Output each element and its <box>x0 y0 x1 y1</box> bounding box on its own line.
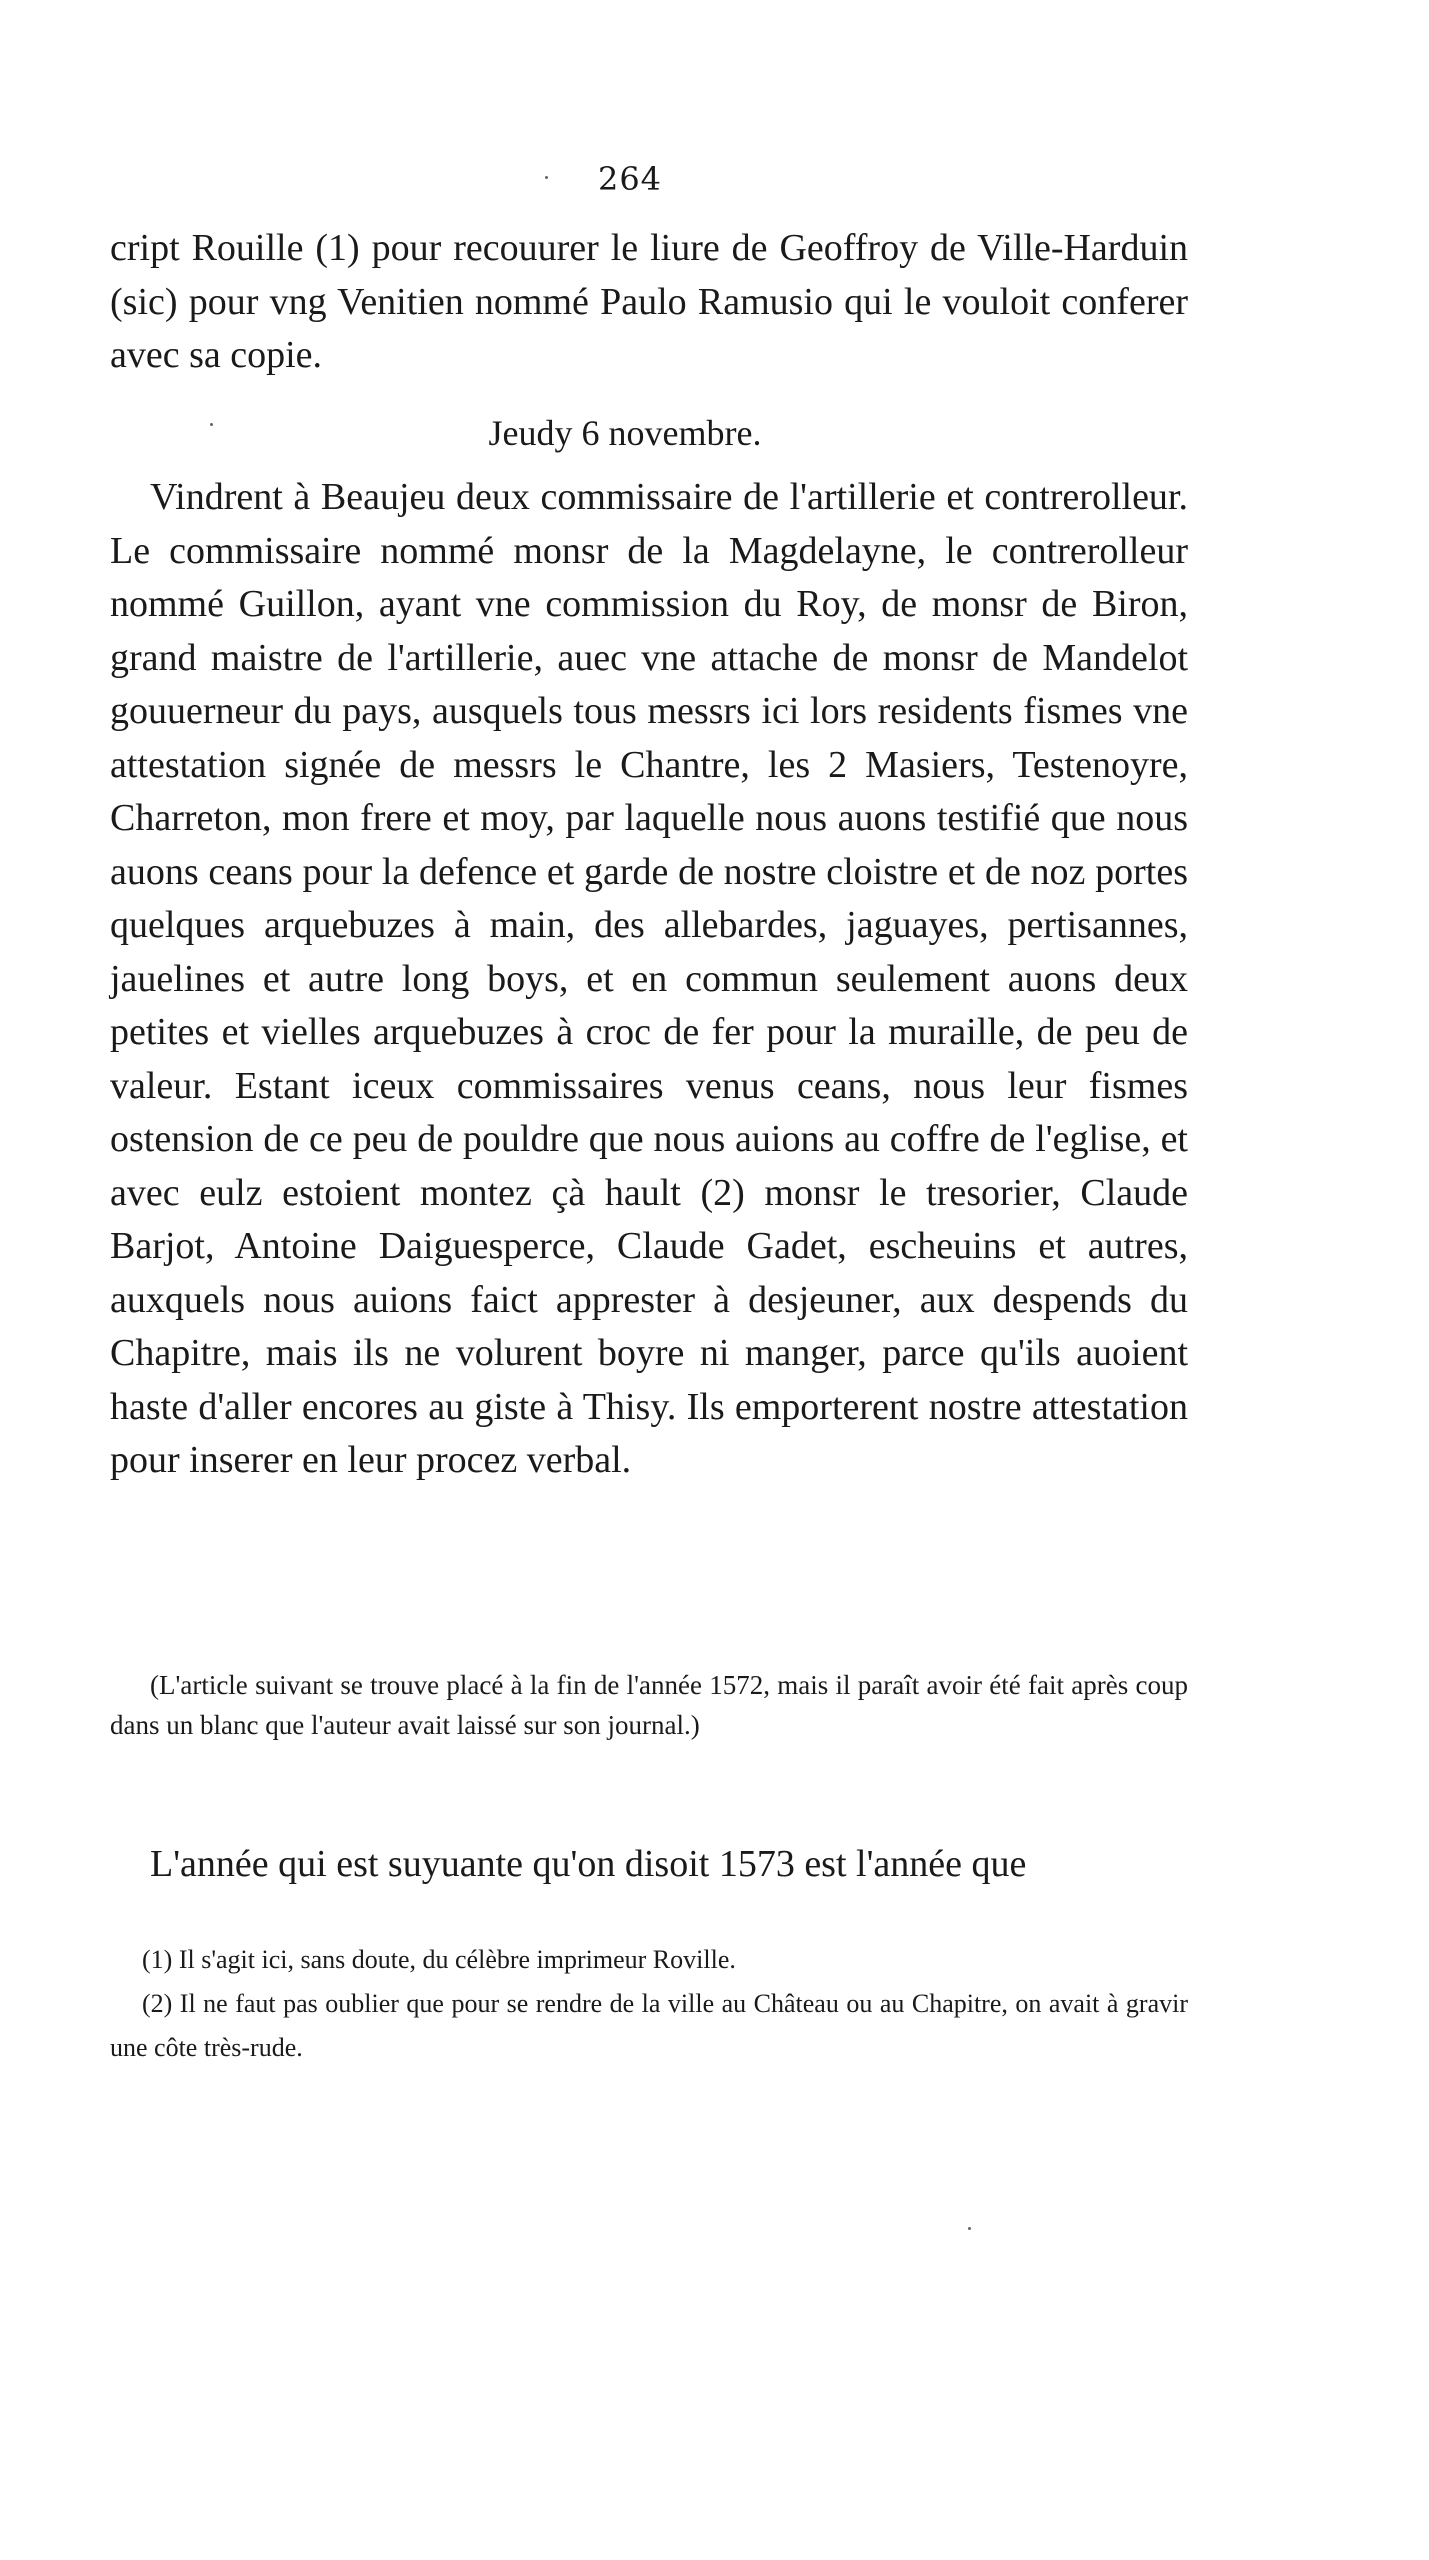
footnote-1: (1) Il s'agit ici, sans doute, du célèbre imprimeur Roville. <box>142 1945 736 1974</box>
print-speck <box>210 423 213 426</box>
main-paragraph <box>110 471 1188 1488</box>
print-speck <box>545 176 548 179</box>
editorial-note <box>110 1665 1188 1745</box>
footnotes <box>110 1938 1188 2070</box>
editorial-note-text: (L'article suivant se trouve placé à la fin de l'année 1572, mais il paraît avoir été fait après coup dans un blanc que l'auteur avait laissé sur son journal.) <box>110 1670 1188 1740</box>
date-heading: Jeudy 6 novembre. <box>488 413 762 453</box>
main-paragraph-text: Vindrent à Beaujeu deux commissaire de l'artillerie et contrerolleur. Le commissaire nommé monsr de la Magdelayne, le contrerolleur nommé Guillon, ayant vne commission du Roy, de monsr de Biron, grand maistre de l'artillerie, auec vne attache de monsr de Mandelot gouuerneur du pays, ausquels tous messrs ici lors residents fismes vne attestation signée de messrs le Chantre, les 2 Masiers, Testenoyre, Charreton, mon frere et moy, par laquelle nous auons testifié que nous auons ceans pour la defence et garde de nostre cloistre et de noz portes quelques arquebuzes à main, des allebardes, jaguayes, pertisannes, jauelines et autre long boys, et en commun seulement auons deux petites et vielles arquebuzes à croc de fer pour la muraille, de peu de valeur. Estant iceux commissaires venus ceans, nous leur fismes ostension de ce peu de pouldre que nous auions au coffre de l'eglise, et avec eulz estoient montez çà hault (2) monsr le tresorier, Claude Barjot, Antoine Daiguesperce, Claude Gadet, escheuins et autres, auxquels nous auions faict apprester à desjeuner, aux despends du Chapitre, mais ils ne volurent boyre ni manger, parce qu'ils auoient haste d'aller encores au giste à Thisy. Ils emporterent nostre attestation pour inserer en leur procez verbal. <box>110 476 1188 1481</box>
print-speck <box>968 2227 971 2230</box>
closing-line-text: L'année qui est suyuante qu'on disoit 1573 est l'année que <box>150 1843 1027 1885</box>
footnote-2: (2) Il ne faut pas oublier que pour se rendre de la ville au Château ou au Chapitre, on avait à gravir une côte très-rude. <box>110 1989 1188 2062</box>
opening-paragraph-text: cript Rouille (1) pour recouurer le liure de Geoffroy de Ville-Harduin (sic) pour vng Venitien nommé Paulo Ramusio qui le vouloit conferer avec sa copie. <box>110 227 1188 376</box>
closing-paragraph <box>110 1838 1188 1892</box>
opening-paragraph <box>110 222 1188 383</box>
page-number: 264 <box>597 160 663 198</box>
